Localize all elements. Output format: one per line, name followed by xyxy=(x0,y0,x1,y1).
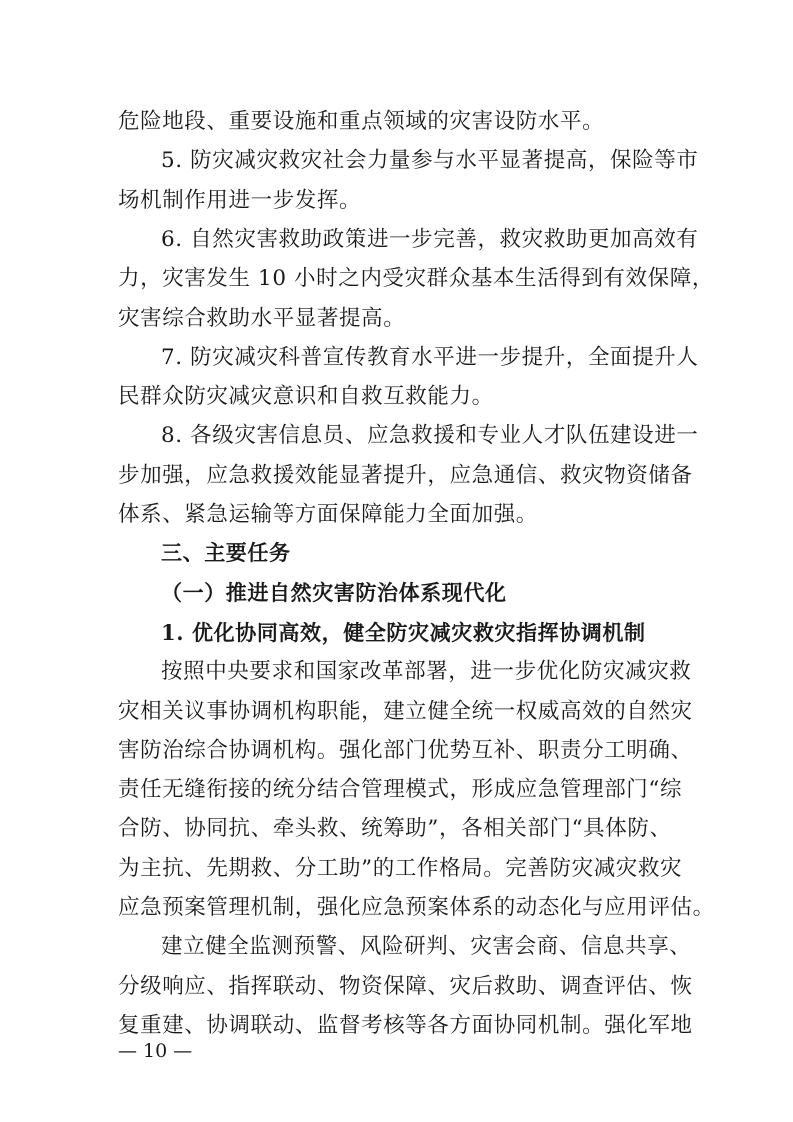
text-line: 建立健全监测预警、风险研判、灾害会商、信息共享、 xyxy=(161,934,692,959)
section-heading: 三、主要任务 xyxy=(161,541,291,565)
text-line: 5. 防灾减灾救灾社会力量参与水平显著提高，保险等市 xyxy=(161,148,699,173)
text-line: 步加强，应急救援效能显著提升，应急通信、救灾物资储备 xyxy=(118,463,693,488)
text-line: 灾相关议事协调机构职能，建立健全统一权威高效的自然灾 xyxy=(118,699,693,724)
text-line: 民群众防灾减灾意识和自救互救能力。 xyxy=(118,384,494,409)
text-line: 体系、紧急运输等方面保障能力全面加强。 xyxy=(118,502,538,527)
text-line: 8. 各级灾害信息员、应急救援和专业人才队伍建设进一 xyxy=(161,423,699,448)
text-line: 6. 自然灾害救助政策进一步完善，救灾救助更加高效有 xyxy=(161,227,699,252)
item-heading: 1. 优化协同高效，健全防灾减灾救灾指挥协调机制 xyxy=(161,620,646,645)
text-line: 责任无缝衔接的统分结合管理模式，形成应急管理部门“综 xyxy=(118,777,683,802)
text-line: 灾害综合救助水平显著提高。 xyxy=(118,306,406,331)
text-line: 场机制作用进一步发挥。 xyxy=(118,188,362,213)
text-line: 应急预案管理机制，强化应急预案体系的动态化与应用评估。 xyxy=(118,895,715,920)
text-line: 复重建、协调联动、监督考核等各方面协同机制。强化军地 xyxy=(118,1013,693,1038)
text-line: 按照中央要求和国家改革部署，进一步优化防灾减灾救 xyxy=(161,659,692,684)
subsection-heading: （一）推进自然灾害防治体系现代化 xyxy=(161,581,507,605)
text-line: 为主抗、先期救、分工助”的工作格局。完善防灾减灾救灾 xyxy=(118,856,683,881)
text-line: 力，灾害发生 10 小时之内受灾群众基本生活得到有效保障， xyxy=(118,266,714,291)
text-line: 危险地段、重要设施和重点领域的灾害设防水平。 xyxy=(118,109,605,134)
text-line: 7. 防灾减灾科普宣传教育水平进一步提升，全面提升人 xyxy=(161,345,699,370)
text-line: 害防治综合协调机构。强化部门优势互补、职责分工明确、 xyxy=(118,738,693,763)
page-number: — 10 — xyxy=(118,1040,193,1062)
text-line: 分级响应、指挥联动、物资保障、灾后救助、调查评估、恢 xyxy=(118,974,693,999)
text-line: 合防、协同抗、牵头救、统筹助”，各相关部门“具体防、 xyxy=(118,816,672,841)
